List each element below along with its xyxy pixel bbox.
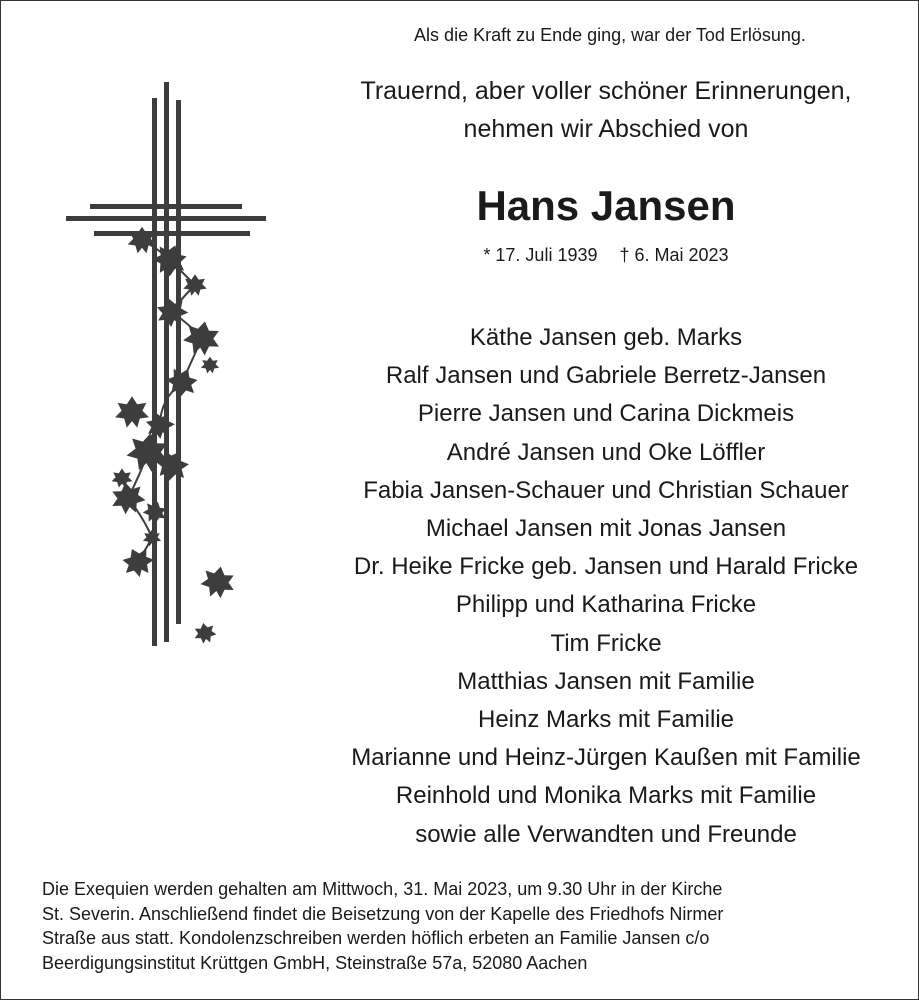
mourner-line: Ralf Jansen und Gabriele Berretz-Jansen	[385, 362, 827, 390]
footer-line: Straße aus statt. Kondolenzschreiben werden höflich erbeten an Familie Jansen c/o	[42, 928, 710, 948]
deceased-name: Hans Jansen	[476, 182, 736, 229]
life-dates	[296, 242, 916, 268]
cross-with-ivy-icon	[60, 80, 275, 650]
mourner-line: Heinz Marks mit Familie	[477, 706, 735, 734]
mourner-line: Fabia Jansen-Schauer und Christian Schauer	[363, 476, 849, 504]
footer-line: Die Exequien werden gehalten am Mittwoch, 31. Mai 2023, um 9.30 Uhr in der Kirche	[42, 879, 723, 899]
funeral-details	[42, 877, 902, 975]
mourner-line: Michael Jansen mit Jonas Jansen	[425, 515, 787, 543]
mourners-list	[296, 319, 916, 854]
mourner-line: Käthe Jansen geb. Marks	[469, 324, 743, 351]
mourner-line: Pierre Jansen und Carina Dickmeis	[417, 400, 795, 428]
intro-text	[296, 72, 916, 148]
mourner-line: sowie alle Verwandten und Freunde	[415, 820, 797, 848]
mourner-line: Tim Fricke	[550, 629, 662, 657]
birth-date: * 17. Juli 1939	[483, 245, 598, 265]
mourner-line: Reinhold und Monika Marks mit Familie	[395, 782, 817, 810]
intro-line: nehmen wir Abschied von	[463, 115, 749, 143]
footer-line: St. Severin. Anschließend findet die Beisetzung von der Kapelle des Friedhofs Nirmer	[42, 903, 724, 924]
intro-line: Trauernd, aber voller schöner Erinnerungen,	[360, 77, 852, 105]
ivy-leaves	[109, 227, 238, 645]
mourner-line: Dr. Heike Fricke geb. Jansen und Harald Fricke	[353, 553, 859, 581]
mourner-line: Matthias Jansen mit Familie	[457, 667, 755, 695]
mourner-line: Marianne und Heinz-Jürgen Kaußen mit Familie	[351, 744, 861, 772]
mourner-line: André Jansen und Oke Löffler	[446, 438, 766, 466]
motto-text: Als die Kraft zu Ende ging, war der Tod Erlösung.	[414, 25, 806, 45]
death-date: † 6. Mai 2023	[619, 245, 729, 265]
mourner-line: Philipp und Katharina Fricke	[455, 591, 757, 619]
footer-line: Beerdigungsinstitut Krüttgen GmbH, Steinstraße 57a, 52080 Aachen	[42, 952, 588, 973]
